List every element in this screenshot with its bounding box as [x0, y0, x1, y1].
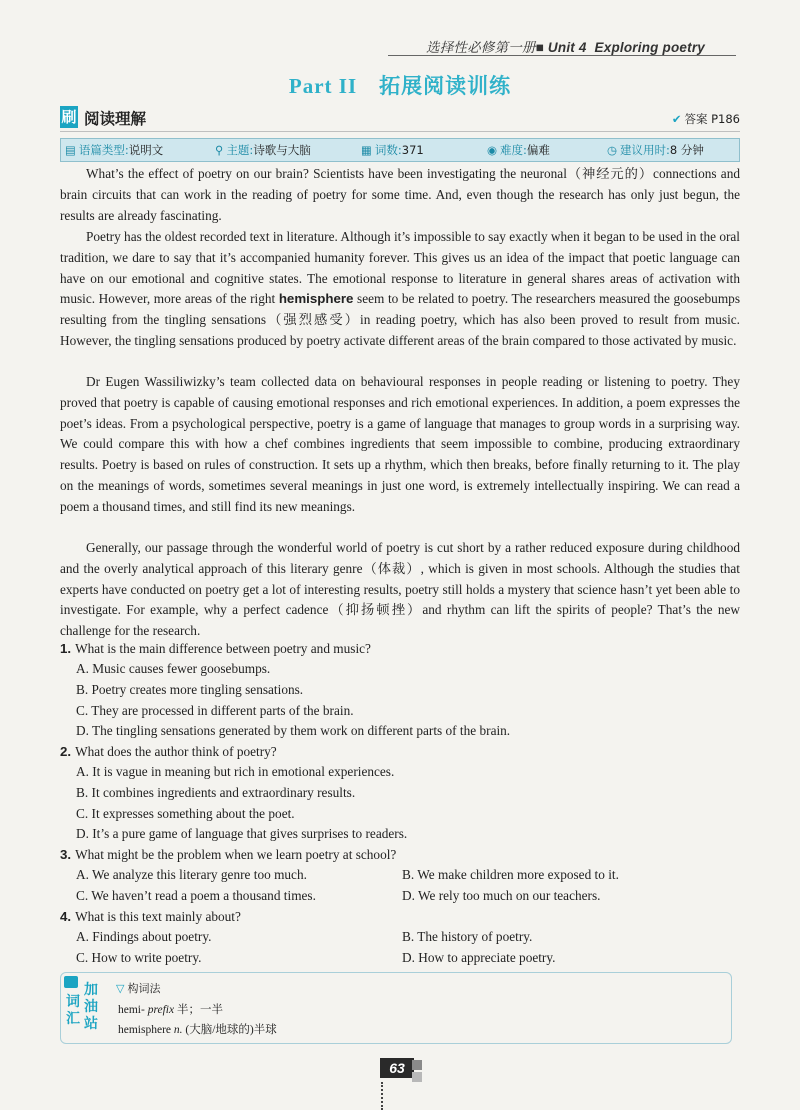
q2-option-b: B. It combines ingredients and extraordinary results.	[76, 785, 356, 800]
q1-option-a: A. Music causes fewer goosebumps.	[76, 661, 271, 676]
q4-option-b: B. The history of poetry.	[402, 929, 533, 944]
question-4	[60, 907, 241, 927]
q2-option-c: C. It expresses something about the poet.	[76, 806, 295, 821]
header-topic: Exploring poetry	[594, 40, 705, 55]
dotted-rule	[381, 1082, 385, 1110]
section-heading	[60, 106, 740, 130]
info-time	[607, 142, 704, 158]
paragraph-2-part-2: seem to be related to poetry. The researchers measured the goosebumps resulting from the tingling sensations（强烈感受）in reading poetry, which has also been proved to result from music. However, the tingling sensations produced by poetry activate different areas of the brain compared to those activated by music.	[60, 291, 740, 348]
vocab-title-text: 构词法	[127, 982, 161, 995]
question-1	[60, 639, 371, 659]
difficulty-value: 偏难	[526, 143, 550, 157]
q4-option-c: C. How to write poetry.	[76, 950, 202, 965]
difficulty-label: 难度:	[500, 143, 527, 157]
theme-label: 主题:	[226, 143, 254, 157]
words-value: 371	[401, 143, 424, 157]
count-icon: ▦	[361, 143, 372, 157]
question-text: What is the main difference between poetry and music?	[75, 641, 371, 656]
header-rule	[388, 55, 736, 56]
section-title: 阅读理解	[84, 110, 147, 128]
clock-icon: ◷	[607, 143, 618, 157]
passage-paragraph-2	[60, 227, 740, 352]
q3-option-c: C. We haven’t read a poem a thousand times.	[76, 888, 316, 903]
section-badge: 刷	[61, 108, 77, 126]
header-book: 选择性必修第一册	[426, 40, 536, 55]
info-bar	[60, 138, 740, 162]
vocab-entry-1	[118, 1001, 223, 1017]
answer-text: 答案 P186	[684, 112, 740, 126]
magnifier-icon: ⚲	[215, 143, 224, 157]
genre-value: 说明文	[128, 143, 164, 157]
vocab-meaning: (大脑/地球的)半球	[185, 1024, 277, 1036]
vocab-word: hemisphere	[118, 1024, 172, 1036]
page-number: 63	[380, 1058, 414, 1078]
info-genre	[65, 142, 163, 158]
question-text: What might be the problem when we learn poetry at school?	[75, 847, 397, 862]
q3-option-d: D. We rely too much on our teachers.	[402, 888, 601, 903]
q2-option-a: A. It is vague in meaning but rich in emotional experiences.	[76, 764, 395, 779]
passage-paragraph-4: Generally, our passage through the wonderful world of poetry is cut short by a rather reduced exposure during childhood and the overly analytical approach of this literary genre（体裁）, which is given in most schools. Although the studies that experts have conducted on poetry get a lot of interesting results, poetry still holds a mystery that science hasn’t yet been able to investigate. For example, why a perfect cadence（抑扬顿挫）and rhythm can lift the spirits of people? That’s the new challenge for the research.	[60, 540, 740, 639]
header-unit: Unit 4	[547, 40, 587, 55]
section-underline	[60, 131, 740, 132]
info-difficulty	[487, 142, 550, 158]
question-2	[60, 742, 277, 762]
q2-option-d: D. It’s a pure game of language that gives surprises to readers.	[76, 826, 408, 841]
triangle-icon: ▽	[116, 982, 125, 995]
passage-paragraph-3: Dr Eugen Wassiliwizky’s team collected data on behavioural responses in people reading or listening to poetry. They proved that poetry is capable of causing emotional responses and rich emotional experiences. In addition, a poem expresses the poet’s ideas. From a psychological perspective, poetry is a game of language that manages to group words in a surprising way. We could compare this with how a chef combines ingredients that seem impossible to combine, producing extraordinary results. Poetry is based on rules of construction. It sets up a rhythm, which then breaks, before finally returning to it. The play on the meanings of words, sometimes several meanings in just one word, is extremely intellectually inspiring. We can read a poem a thousand times, and still find its new meanings.	[60, 374, 740, 514]
check-icon: ✔	[671, 112, 682, 126]
part-title: Part II 拓展阅读训练	[288, 74, 512, 98]
vocab-pos: n.	[173, 1024, 183, 1036]
question-number: 4.	[60, 909, 72, 924]
time-value: 8 分钟	[669, 143, 704, 157]
time-label: 建议用时:	[620, 143, 670, 157]
vocab-title	[116, 980, 160, 996]
info-theme	[215, 142, 311, 158]
book-icon	[64, 976, 78, 988]
header-square: ■	[535, 40, 544, 55]
running-header	[426, 36, 705, 56]
vocab-pos: prefix	[147, 1004, 175, 1016]
question-number: 1.	[60, 641, 72, 656]
theme-value: 诗歌与大脑	[253, 143, 311, 157]
vocab-side-text-2: 加油站	[84, 982, 98, 1032]
genre-label: 语篇类型:	[78, 143, 129, 157]
q1-option-b: B. Poetry creates more tingling sensations.	[76, 682, 304, 697]
vocab-side-label	[60, 972, 104, 1042]
vocab-word: hemi-	[118, 1004, 145, 1016]
q4-option-a: A. Findings about poetry.	[76, 929, 212, 944]
question-text: What is this text mainly about?	[75, 909, 241, 924]
keyword-hemisphere: hemisphere	[278, 291, 354, 307]
page-decoration-square	[412, 1060, 422, 1070]
q3-option-b: B. We make children more exposed to it.	[402, 867, 619, 882]
passage-paragraph-1: What’s the effect of poetry on our brain? Scientists have been investigating the neuronal（神经元的）connections and brain circuits that can work in the reading of poetry for some time. And, even though the research has only just begun, the results are already fascinating.	[60, 166, 740, 223]
document-icon: ▤	[65, 143, 76, 157]
gauge-icon: ◉	[487, 143, 498, 157]
question-3	[60, 845, 396, 865]
vocab-meaning: 半；一半	[176, 1004, 223, 1016]
words-label: 词数:	[374, 143, 402, 157]
question-text: What does the author think of poetry?	[75, 744, 277, 759]
page-decoration-square	[412, 1072, 422, 1082]
q4-option-d: D. How to appreciate poetry.	[402, 950, 556, 965]
q1-option-c: C. They are processed in different parts of the brain.	[76, 703, 354, 718]
question-number: 3.	[60, 847, 72, 862]
question-number: 2.	[60, 744, 72, 759]
q1-option-d: D. The tingling sensations generated by them work on different parts of the brain.	[76, 723, 511, 738]
vocab-entry-2	[118, 1021, 277, 1037]
q3-option-a: A. We analyze this literary genre too much.	[76, 867, 307, 882]
info-words	[361, 142, 424, 158]
answer-ref	[672, 111, 740, 127]
vocab-side-text-1: 词汇	[66, 994, 80, 1027]
paragraph-2-part-1: Poetry has the oldest recorded text in literature. Although it’s impossible to say exactly when it began to be used in the oral tradition, we dare to say that it’s accompanied humanity forever. This gives us an idea of the impact that poetic language can have on our emotional and cognitive states. The emotional response to literature in general shares areas of activation with music. However, more areas of the right	[60, 229, 740, 307]
